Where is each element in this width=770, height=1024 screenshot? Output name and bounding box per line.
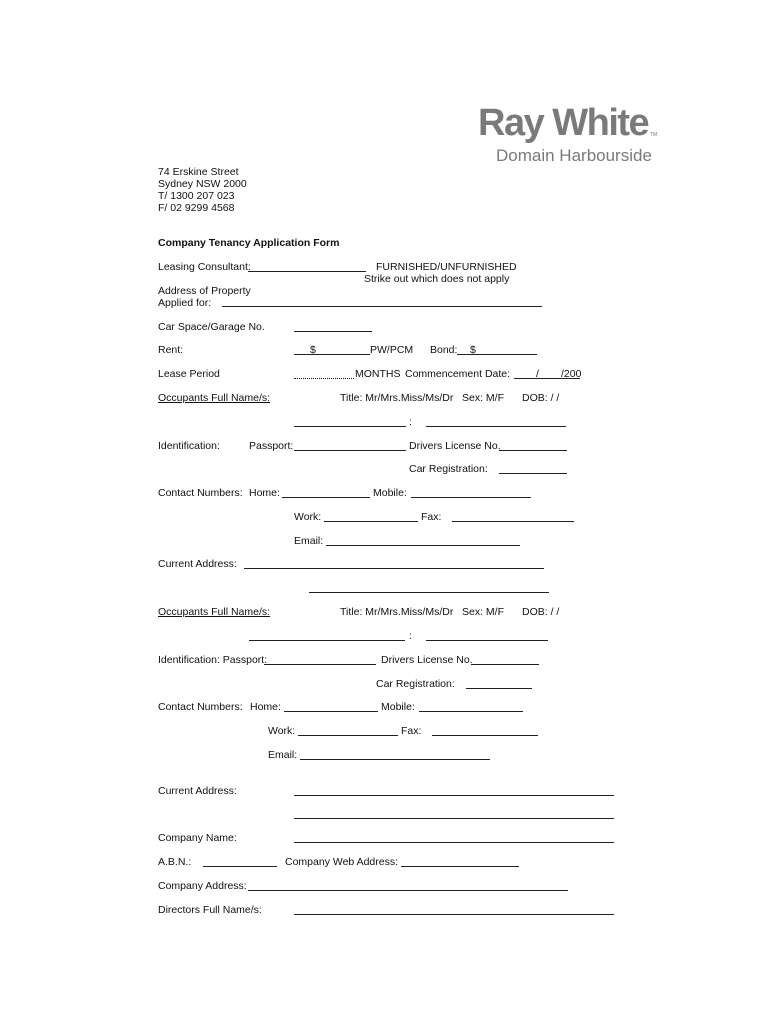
drivers-license-field-2[interactable] (471, 664, 539, 665)
identification-label: Identification: (158, 440, 220, 452)
title-options: Title: Mr/Mrs.Miss/Ms/Dr (340, 392, 454, 404)
mobile-field[interactable] (411, 497, 531, 498)
occupant2-name-field[interactable] (249, 640, 405, 641)
current-address-label-2: Current Address: (158, 785, 237, 797)
trademark-mark: TM (650, 132, 658, 138)
occupants-heading: Occupants Full Name/s: (158, 392, 271, 404)
current-address-field[interactable] (244, 568, 544, 569)
occupants-heading-2: Occupants Full Name/s: (158, 606, 271, 618)
ray-white-logo: Ray White (478, 102, 649, 144)
car-registration-field[interactable] (499, 473, 567, 474)
office-name: Domain Harbourside (496, 146, 652, 165)
commencement-label: Commencement Date: (405, 368, 511, 380)
abn-label: A.B.N.: (158, 856, 192, 868)
contact-numbers-label: Contact Numbers: (158, 487, 243, 499)
drivers-license-label-2: Drivers License No. (381, 654, 473, 666)
work-phone-field-2[interactable] (298, 735, 398, 736)
work-label: Work: (294, 511, 322, 523)
company-name-field[interactable] (294, 842, 614, 843)
car-space-field[interactable] (294, 331, 372, 332)
lease-period-label: Lease Period (158, 368, 220, 380)
lease-period-field[interactable] (294, 378, 354, 379)
bond-dollar: $ (470, 344, 476, 356)
car-registration-label-2: Car Registration: (376, 678, 455, 690)
name-separator-2: : (409, 630, 412, 642)
occupant2-name-field-2[interactable] (426, 640, 548, 641)
fax-label-2: Fax: (401, 725, 422, 737)
occupant-name-field-2[interactable] (426, 426, 566, 427)
leasing-consultant-label: Leasing Consultant: (158, 261, 251, 273)
current-address-field-4[interactable] (294, 818, 614, 819)
leasing-consultant-field[interactable] (248, 271, 366, 272)
passport-field-2[interactable] (264, 664, 376, 665)
home-label: Home: (249, 487, 280, 499)
drivers-license-field[interactable] (499, 450, 567, 451)
identification-passport-label: Identification: Passport: (158, 654, 268, 666)
current-address-field-2[interactable] (309, 592, 549, 593)
work-label-2: Work: (268, 725, 296, 737)
web-address-label: Company Web Address: (285, 856, 399, 868)
title-options-2: Title: Mr/Mrs.Miss/Ms/Dr (340, 606, 454, 618)
address-property-label: Address of Property (158, 285, 251, 297)
fax-field-2[interactable] (432, 735, 538, 736)
form-title: Company Tenancy Application Form (158, 237, 340, 249)
address-fax: F/ 02 9299 4568 (158, 202, 235, 214)
address-phone: T/ 1300 207 023 (158, 190, 235, 202)
date-slash: / (536, 368, 539, 380)
email-label: Email: (294, 535, 324, 547)
bond-field[interactable] (457, 354, 537, 355)
car-registration-field-2[interactable] (466, 688, 532, 689)
passport-field[interactable] (294, 450, 406, 451)
furnished-option: FURNISHED/UNFURNISHED (376, 261, 517, 273)
drivers-license-label: Drivers License No. (409, 440, 501, 452)
home-phone-field-2[interactable] (284, 711, 378, 712)
date-year: /200 (561, 368, 582, 380)
strike-out-note: Strike out which does not apply (364, 273, 510, 285)
address-street: 74 Erskine Street (158, 166, 239, 178)
passport-label: Passport: (249, 440, 294, 452)
car-registration-label: Car Registration: (409, 463, 488, 475)
company-address-label: Company Address: (158, 880, 247, 892)
work-phone-field[interactable] (324, 521, 418, 522)
abn-field[interactable] (203, 866, 277, 867)
contact-numbers-label-2: Contact Numbers: (158, 701, 243, 713)
directors-label: Directors Full Name/s: (158, 904, 262, 916)
car-space-label: Car Space/Garage No. (158, 321, 265, 333)
sex-options-2: Sex: M/F (462, 606, 505, 618)
directors-field[interactable] (294, 914, 614, 915)
bond-label: Bond: (430, 344, 458, 356)
name-separator: : (409, 416, 412, 428)
address-city: Sydney NSW 2000 (158, 178, 247, 190)
company-name-label: Company Name: (158, 832, 237, 844)
email-label-2: Email: (268, 749, 298, 761)
mobile-field-2[interactable] (419, 711, 523, 712)
address-property-field[interactable] (222, 306, 542, 307)
mobile-label: Mobile: (373, 487, 407, 499)
rent-field[interactable] (294, 354, 370, 355)
mobile-label-2: Mobile: (381, 701, 415, 713)
rent-dollar: $ (310, 344, 316, 356)
home-label-2: Home: (250, 701, 281, 713)
email-field[interactable] (326, 545, 520, 546)
dob-label: DOB: / / (522, 392, 560, 404)
rent-label: Rent: (158, 344, 184, 356)
occupant-name-field[interactable] (294, 426, 406, 427)
sex-options: Sex: M/F (462, 392, 505, 404)
fax-label: Fax: (421, 511, 442, 523)
current-address-field-3[interactable] (294, 795, 614, 796)
company-address-field[interactable] (248, 890, 568, 891)
pw-pcm-label: PW/PCM (370, 344, 414, 356)
home-phone-field[interactable] (282, 497, 370, 498)
months-label: MONTHS (355, 368, 401, 380)
fax-field[interactable] (452, 521, 574, 522)
dob-label-2: DOB: / / (522, 606, 560, 618)
current-address-label: Current Address: (158, 558, 237, 570)
web-address-field[interactable] (401, 866, 519, 867)
email-field-2[interactable] (300, 759, 490, 760)
applied-for-label: Applied for: (158, 297, 212, 309)
